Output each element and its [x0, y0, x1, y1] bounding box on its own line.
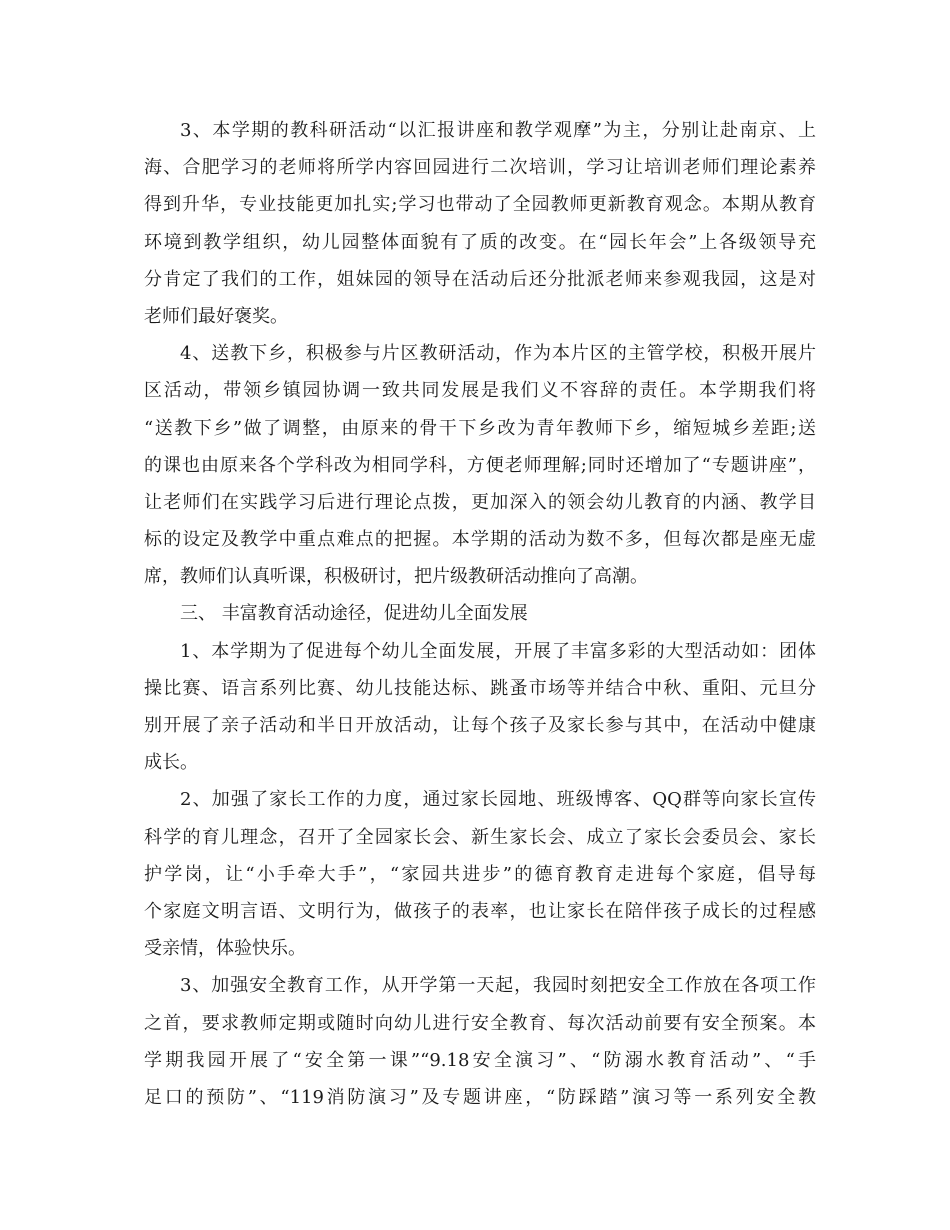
text-line: 环境到教学组织，幼儿园整体面貌有了质的改变。在“园长年会”上各级领导充: [144, 231, 816, 253]
text-line: 受亲情，体验快乐。: [144, 938, 306, 960]
text-line: 1、本学期为了促进每个幼儿全面发展，开展了丰富多彩的大型活动如：团体: [180, 640, 816, 662]
text-line: 足口的预防”、“119消防演习”及专题讲座，“防踩踏”演习等一系列安全教: [144, 1086, 816, 1108]
text-line: 护学岗，让“小手牵大手”，“家园共进步”的德育教育走进每个家庭，倡导每: [144, 863, 816, 885]
text-line: 区活动，带领乡镇园协调一致共同发展是我们义不容辞的责任。本学期我们将: [144, 380, 816, 402]
text-line: 海、合肥学习的老师将所学内容回园进行二次培训，学习让培训老师们理论素养: [144, 157, 816, 179]
text-line: 之首，要求教师定期或随时向幼儿进行安全教育、每次活动前要有安全预案。本: [144, 1012, 816, 1034]
text-line: 分肯定了我们的工作，姐妹园的领导在活动后还分批派老师来参观我园，这是对: [144, 268, 816, 290]
text-line: 的课也由原来各个学科改为相同学科，方便老师理解;同时还增加了“专题讲座”，: [144, 454, 816, 476]
text-line: 学期我园开展了“安全第一课”“9.18安全演习”、“防溺水教育活动”、“手: [144, 1049, 816, 1071]
text-line: 得到升华，专业技能更加扎实;学习也带动了全园教师更新教育观念。本期从教育: [144, 194, 816, 216]
text-line: 成长。: [144, 752, 198, 774]
text-line: 别开展了亲子活动和半日开放活动，让每个孩子及家长参与其中，在活动中健康: [144, 715, 816, 736]
text-line: 2、加强了家长工作的力度，通过家长园地、班级博客、QQ群等向家长宣传: [180, 789, 816, 811]
text-line: 科学的育儿理念，召开了全园家长会、新生家长会、成立了家长会委员会、家长: [144, 826, 816, 848]
text-line: 三、 丰富教育活动途径，促进幼儿全面发展: [180, 603, 528, 625]
text-line: 3、加强安全教育工作，从开学第一天起，我园时刻把安全工作放在各项工作: [180, 975, 816, 997]
document-body: [144, 112, 816, 1116]
text-line: 操比赛、语言系列比赛、幼儿技能达标、跳蚤市场等并结合中秋、重阳、元旦分: [144, 677, 816, 699]
text-line: “送教下乡”做了调整，由原来的骨干下乡改为青年教师下乡，缩短城乡差距;送: [144, 417, 816, 439]
text-line: 标的设定及教学中重点难点的把握。本学期的活动为数不多，但每次都是座无虚: [144, 529, 816, 551]
text-line: 让老师们在实践学习后进行理论点拨，更加深入的领会幼儿教育的内涵、教学目: [144, 491, 816, 513]
text-line: 个家庭文明言语、文明行为，做孩子的表率，也让家长在陪伴孩子成长的过程感: [144, 900, 816, 922]
text-line: 席，教师们认真听课，积极研讨，把片级教研活动推向了高潮。: [144, 566, 648, 588]
text-line: 3、本学期的教科研活动“以汇报讲座和教学观摩”为主，分别让赴南京、上: [180, 120, 816, 141]
text-line: 老师们最好褒奖。: [144, 305, 288, 327]
text-line: 4、送教下乡，积极参与片区教研活动，作为本片区的主管学校，积极开展片: [180, 343, 816, 365]
